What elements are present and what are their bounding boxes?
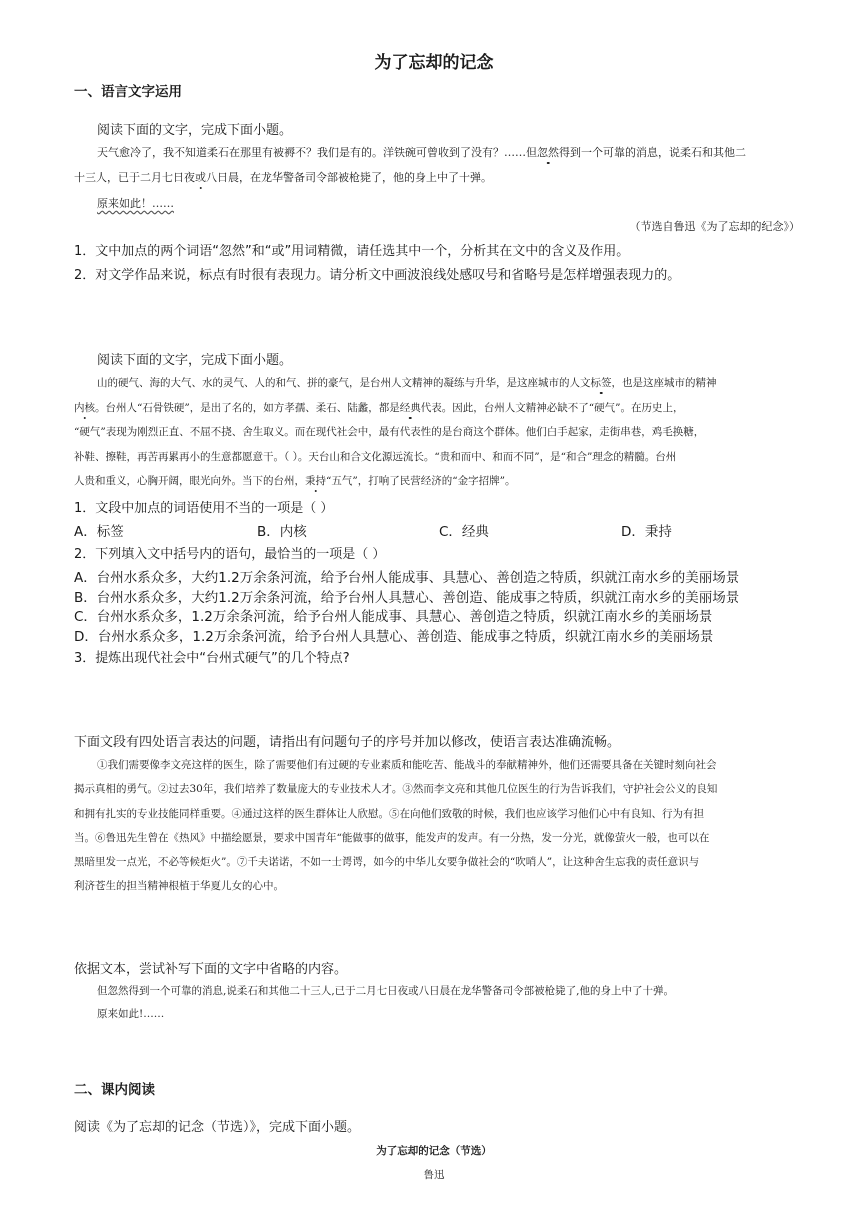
option-c: C．经典 [439, 524, 489, 540]
document-title: 为了忘却的记念 [374, 53, 494, 73]
passage3-intro: 下面文段有四处语言表达的问题，请指出有问题句子的序号并加以修改，使语言表达准确流畅。 [74, 735, 621, 750]
question: 2．对文学作品来说，标点有时很有表现力。请分析文中画波浪线处感叹号和省略号是怎样增强表现力的。 [74, 268, 681, 283]
passage1-line: 十三人，已于二月七日夜或八日晨，在龙华警备司令部被枪毙了，他的身上中了十弹。 [74, 171, 492, 184]
passage2-line: 内核。台州人“石骨铁硬”，是出了名的，如方孝孺、柔石、陆蠡，都是经典代表。因此，台州人文精神必缺不了“硬气”。在历史上， [74, 402, 684, 414]
excerpt-title: 为了忘却的记念（节选） [376, 1145, 492, 1157]
passage3-line: 揭示真相的勇气。②过去30年，我们培养了数量庞大的专业技术人才。③然而李文亮和其他几位医生的行为告诉我们，守护社会公义的良知 [74, 783, 718, 795]
dotted-word: 忽然 [537, 146, 559, 159]
option-a: A．台州水系众多，大约1.2万余条河流，给予台州人能成事、具慧心、善创造之特质，织就江南水乡的美丽场景 [74, 570, 740, 586]
section1-heading: 一、语言文字运用 [74, 84, 182, 100]
passage3-line: 和拥有扎实的专业技能同样重要。④通过这样的医生群体让人欣慰。⑤在向他们致敬的时候，我们也应该学习他们心中有良知、行为有担 [74, 808, 704, 820]
wavy-underlined-text: 原来如此！…… [97, 197, 174, 210]
passage2-line: 人贵和重义，心胸开阔，眼光向外。当下的台州，秉持“五气”，打响了民营经济的“金字招牌”。 [74, 475, 516, 487]
passage3-line: 黑暗里发一点光，不必等候炬火”。⑦千夫诺诺，不如一士谔谔，如今的中华儿女要争做社会的“吹哨人”，让这种舍生忘我的责任意识与 [74, 856, 700, 868]
question: 1．文段中加点的词语使用不当的一项是（ ） [74, 501, 334, 516]
option-d: D．台州水系众多，1.2万余条河流，给予台州人具慧心、善创造、能成事之特质，织就江南水乡的美丽场景 [74, 629, 714, 645]
section2-heading: 二、课内阅读 [74, 1082, 155, 1098]
passage3-line: 当。⑥鲁迅先生曾在《热风》中描绘愿景，要求中国青年“能做事的做事，能发声的发声。有一分热，发一分光，就像萤火一般，也可以在 [74, 832, 710, 844]
passage2-line: “硬气”表现为刚烈正直、不屈不挠、舍生取义。而在现代社会中，最有代表性的是台商这个群体。他们白手起家，走街串巷，鸡毛换糖， [74, 426, 705, 438]
option-d: D．秉持 [621, 524, 672, 540]
option-b: B．台州水系众多，大约1.2万余条河流，给予台州人具慧心、善创造、能成事之特质，织就江南水乡的美丽场景 [74, 590, 740, 606]
dotted-word: 标签 [590, 377, 612, 389]
passage1-intro: 阅读下面的文字，完成下面小题。 [97, 123, 293, 138]
passage3-line: 利济苍生的担当精神根植于华夏儿女的心中。 [74, 880, 284, 892]
excerpt-author: 鲁迅 [423, 1169, 445, 1181]
option-c: C．台州水系众多，1.2万余条河流，给予台州人能成事、具慧心、善创造之特质，织就江南水乡的美丽场景 [74, 609, 713, 625]
passage4-line: 但忽然得到一个可靠的消息,说柔石和其他二十三人,已于二月七日夜或八日晨在龙华警备司令部被枪毙了,他的身上中了十弹。 [97, 985, 675, 997]
question: 3．提炼出现代社会中“台州式硬气”的几个特点? [74, 651, 350, 666]
dotted-word: 内核 [74, 402, 95, 414]
passage1-source: （节选自鲁迅《为了忘却的纪念》） [629, 220, 800, 233]
question: 1．文中加点的两个词语“忽然”和“或”用词精微，请任选其中一个，分析其在文中的含义及作用。 [74, 244, 630, 259]
passage1-line: 天气愈冷了，我不知道柔石在那里有被褥不？我们是有的。洋铁碗可曾收到了没有？……但忽然得到一个可靠的消息，说柔石和其他二 [97, 146, 746, 159]
passage2-intro: 阅读下面的文字，完成下面小题。 [97, 353, 293, 368]
dotted-word: 秉持 [305, 475, 326, 487]
passage2-line: 山的硬气、海的大气、水的灵气、人的和气、拼的豪气，是台州人文精神的凝练与升华，是这座城市的人文标签，也是这座城市的精神 [97, 377, 717, 389]
passage4-intro: 依据文本，尝试补写下面的文字中省略的内容。 [74, 962, 348, 977]
option-a: A．标签 [74, 524, 124, 540]
passage3-line: ①我们需要像李文亮这样的医生，除了需要他们有过硬的专业素质和能吃苦、能战斗的奉献精神外，他们还需要具备在关键时刻向社会 [97, 759, 717, 771]
passage2-line: 补鞋、擦鞋，再苦再累再小的生意都愿意干。（ ）。天台山和合文化源远流长。“贵和而中、和而不同”，是“和合”理念的精髓。台州 [74, 451, 677, 463]
dotted-word: 经典 [399, 402, 421, 414]
option-b: B．内核 [257, 524, 307, 540]
dotted-word: 或 [195, 171, 206, 184]
section2-intro: 阅读《为了忘却的记念（节选）》，完成下面小题。 [74, 1120, 361, 1135]
question: 2．下列填入文中括号内的语句，最恰当的一项是（ ） [74, 547, 386, 562]
passage4-line: 原来如此!…… [97, 1008, 165, 1020]
